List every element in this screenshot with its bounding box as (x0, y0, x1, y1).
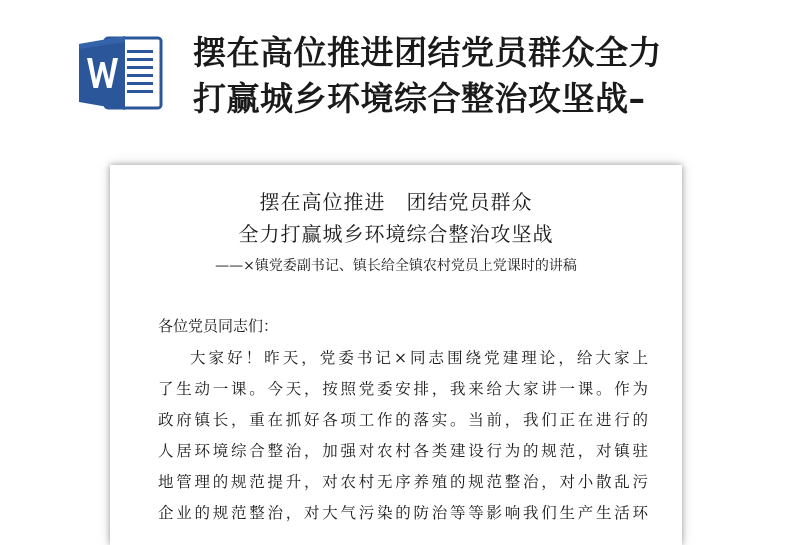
header-title-line-2: 打赢城乡环境综合整治攻坚战– (193, 79, 646, 118)
body-line: 政府镇长，重在抓好各项工作的落实。当前，我们正在进行的 (158, 411, 648, 429)
body-line: 大家好！昨天，党委书记×同志围绕党建理论，给大家上 (190, 349, 648, 367)
document-title-line-1: 摆在高位推进 团结党员群众 (259, 190, 533, 214)
document-salutation: 各位党员同志们： (158, 317, 279, 335)
header-title (193, 30, 793, 122)
header-banner (0, 0, 800, 150)
body-line: 人居环境综合整治，加强对农村各类建设行为的规范，对镇驻 (158, 442, 648, 460)
body-line: 了生动一课。今天，按照党委安排，我来给大家讲一课。作为 (158, 380, 648, 398)
document-subtitle: ——×镇党委副书记、镇长给全镇农村党员上党课时的讲稿 (215, 258, 577, 274)
body-line: 地管理的规范提升，对农村无序养殖的规范整治，对小散乱污 (158, 473, 648, 491)
document-title-line-2: 全力打赢城乡环境综合整治攻坚战 (238, 222, 554, 246)
document-page (110, 165, 682, 545)
body-line: 企业的规范整治，对大气污染的防治等等影响我们生产生活环 (158, 504, 648, 522)
header-title-line-1: 摆在高位推进团结党员群众全力 (193, 33, 662, 72)
word-document-icon (75, 32, 165, 114)
